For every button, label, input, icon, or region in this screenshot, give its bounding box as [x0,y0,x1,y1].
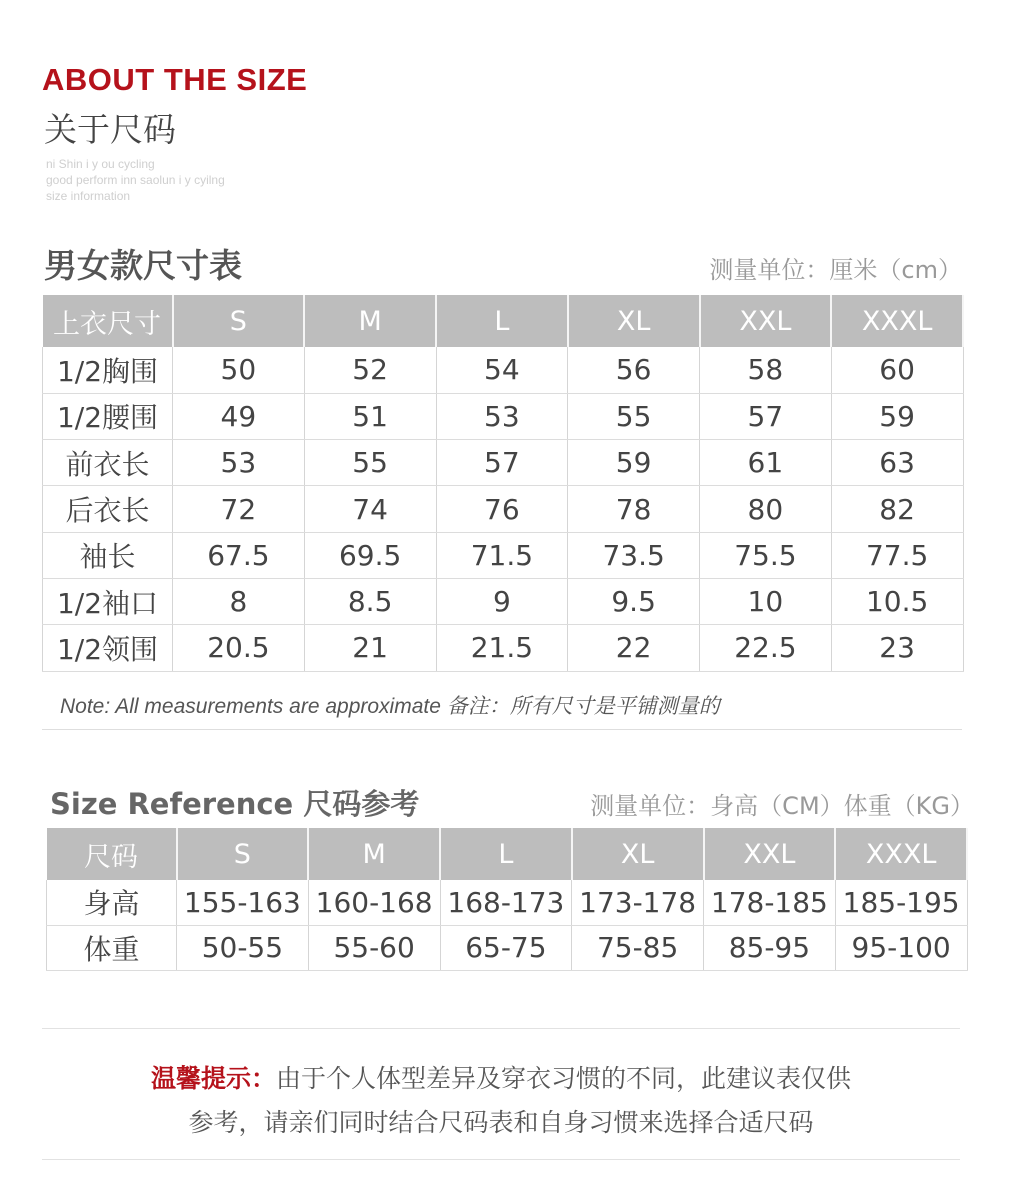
warm-tip-box [42,1028,960,1160]
size-table-title: 男女款尺寸表 [44,246,242,285]
table-cell: 155-163 [177,880,309,925]
table-cell: 168-173 [440,880,572,925]
garment-size-table [42,295,964,672]
row-label: 体重 [47,925,177,970]
table-cell: 78 [568,486,700,532]
faint-watermark-text [46,156,306,204]
table-cell: 21.5 [436,625,568,671]
table-cell: 77.5 [831,532,963,578]
table-cell: 76 [436,486,568,532]
header-cell: 上衣尺寸 [43,295,173,347]
header-cell: XXXL [835,828,967,880]
table-row [43,578,964,624]
page-title-cn: 关于尺码 [44,110,176,149]
table-cell: 9 [436,578,568,624]
table-cell: 85-95 [704,925,836,970]
table-cell: 160-168 [308,880,440,925]
header-cell: XXL [700,295,832,347]
row-label: 身高 [47,880,177,925]
faint-line: size information [46,189,131,203]
table-cell: 73.5 [568,532,700,578]
header-cell: 尺码 [47,828,177,880]
size-reference-title: Size Reference 尺码参考 [50,787,420,821]
header-cell: M [304,295,436,347]
table-cell: 60 [831,347,963,393]
table-cell: 8.5 [304,578,436,624]
table-row [47,880,968,925]
table-cell: 75.5 [700,532,832,578]
table-cell: 82 [831,486,963,532]
table-header-row [43,295,964,347]
table-header-row [47,828,968,880]
table-cell: 55-60 [308,925,440,970]
size-reference-table [46,828,968,971]
row-label: 1/2领围 [43,625,173,671]
table-cell: 57 [700,393,832,439]
table-cell: 178-185 [704,880,836,925]
header-cell: XL [572,828,704,880]
header-cell: S [177,828,309,880]
tip-line-1 [42,1057,960,1101]
table-cell: 55 [304,440,436,486]
row-label: 前衣长 [43,440,173,486]
table-cell: 10.5 [831,578,963,624]
table-cell: 67.5 [173,532,305,578]
table-cell: 51 [304,393,436,439]
row-label: 1/2腰围 [43,393,173,439]
table-row [43,532,964,578]
table-cell: 21 [304,625,436,671]
table-cell: 61 [700,440,832,486]
table-cell: 53 [436,393,568,439]
table-cell: 50-55 [177,925,309,970]
table-cell: 80 [700,486,832,532]
table-row [43,486,964,532]
header-cell: L [436,295,568,347]
table-cell: 57 [436,440,568,486]
header-cell: M [308,828,440,880]
table-cell: 20.5 [173,625,305,671]
size-table-unit: 测量单位：厘米（cm） [709,256,962,284]
table-cell: 71.5 [436,532,568,578]
table-cell: 23 [831,625,963,671]
table-cell: 58 [700,347,832,393]
header-cell: S [173,295,305,347]
table-cell: 63 [831,440,963,486]
table-cell: 10 [700,578,832,624]
faint-line: ni Shin i y ou cycling [46,157,155,171]
tip-text-1: 由于个人体型差异及穿衣习惯的不同，此建议表仅供 [276,1064,852,1093]
table-cell: 9.5 [568,578,700,624]
table-cell: 55 [568,393,700,439]
tip-label: 温馨提示： [150,1064,276,1093]
table-row [43,440,964,486]
table-cell: 50 [173,347,305,393]
table-cell: 52 [304,347,436,393]
table-cell: 65-75 [440,925,572,970]
table-row [43,347,964,393]
row-label: 1/2袖口 [43,578,173,624]
table-cell: 53 [173,440,305,486]
header-cell: XXXL [831,295,963,347]
size-reference-unit: 测量单位：身高（CM）体重（KG） [590,792,974,820]
row-label: 后衣长 [43,486,173,532]
table-cell: 185-195 [835,880,967,925]
header-cell: XL [568,295,700,347]
table-cell: 49 [173,393,305,439]
table-row [47,925,968,970]
table-cell: 173-178 [572,880,704,925]
table-cell: 72 [173,486,305,532]
table-cell: 22.5 [700,625,832,671]
table-row [43,393,964,439]
table-cell: 54 [436,347,568,393]
faint-line: good perform inn saolun i y cyilng [46,173,225,187]
table-cell: 56 [568,347,700,393]
page-title-en: ABOUT THE SIZE [42,62,308,97]
header-cell: L [440,828,572,880]
table-cell: 95-100 [835,925,967,970]
tip-text-2: 参考，请亲们同时结合尺码表和自身习惯来选择合适尺码 [188,1108,814,1137]
table-cell: 22 [568,625,700,671]
table-cell: 75-85 [572,925,704,970]
table-cell: 74 [304,486,436,532]
table-cell: 8 [173,578,305,624]
header-cell: XXL [704,828,836,880]
table-cell: 69.5 [304,532,436,578]
table-cell: 59 [831,393,963,439]
table-cell: 59 [568,440,700,486]
table-row [43,625,964,671]
row-label: 袖长 [43,532,173,578]
row-label: 1/2胸围 [43,347,173,393]
measurement-note: Note: All measurements are approximate 备注：所有尺寸是平铺测量的 [42,690,962,730]
